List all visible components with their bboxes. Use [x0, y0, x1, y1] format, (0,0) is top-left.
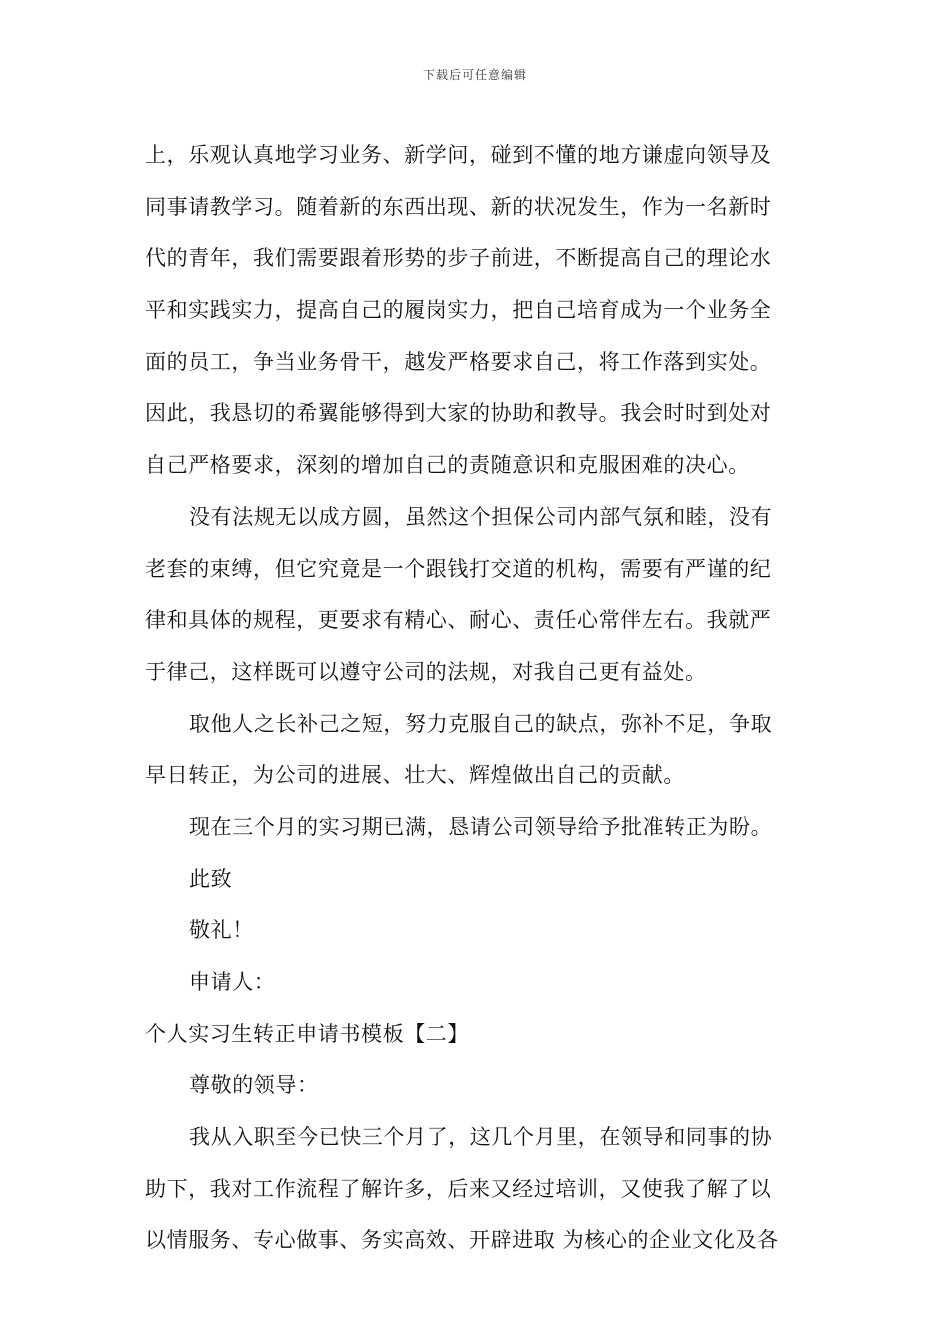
- text-line: 自己严格要求，深刻的增加自己的责随意识和克服困难的决心。: [145, 453, 750, 478]
- text-line: 因此，我恳切的希翼能够得到大家的协助和教导。我会时时到处对: [145, 401, 772, 426]
- section-title: 个人实习生转正申请书模板【二】: [145, 1021, 469, 1046]
- paragraph-start-line: 没有法规无以成方圆，虽然这个担保公司内部气氛和睦，没有: [189, 504, 773, 529]
- text-line: 同事请教学习。随着新的东西出现、新的状况发生，作为一名新时: [145, 194, 772, 219]
- text-line: 助下，我对工作流程了解许多，后来又经过培训，又使我了解了以: [145, 1176, 772, 1201]
- letter-greeting: 尊敬的领导：: [189, 1073, 319, 1098]
- closing-salutation: 此致: [189, 866, 233, 891]
- text-line: 以情服务、专心做事、务实高效、开辟进取 为核心的企业文化及各: [145, 1228, 779, 1253]
- closing-regards: 敬礼！: [189, 918, 254, 943]
- text-line: 律和具体的规程，更要求有精心、耐心、责任心常伴左右。我就严: [145, 608, 772, 633]
- paragraph-start-line: 取他人之长补己之短，努力克服自己的缺点，弥补不足，争取: [189, 711, 773, 736]
- page-header-note: 下载后可任意编辑: [422, 68, 527, 82]
- text-line: 面的员工，争当业务骨干，越发严格要求自己，将工作落到实处。: [145, 349, 772, 374]
- paragraph-start-line: 现在三个月的实习期已满，恳请公司领导给予批准转正为盼。: [189, 814, 773, 839]
- applicant-label: 申请人：: [189, 970, 276, 994]
- text-line: 于律己，这样既可以遵守公司的法规，对我自己更有益处。: [145, 659, 707, 684]
- text-line: 早日转正，为公司的进展、壮大、辉煌做出自己的贡献。: [145, 763, 685, 788]
- text-line: 上，乐观认真地学习业务、新学问，碰到不懂的地方谦虚向领导及: [145, 143, 772, 167]
- text-line: 代的青年，我们需要跟着形势的步子前进，不断提高自己的理论水: [145, 246, 772, 271]
- text-line: 平和实践实力，提高自己的履岗实力，把自己培育成为一个业务全: [145, 298, 772, 323]
- document-body: [145, 130, 810, 1267]
- paragraph-start-line: 我从入职至今已快三个月了，这几个月里，在领导和同事的协: [189, 1125, 773, 1150]
- text-line: 老套的束缚，但它究竟是一个跟钱打交道的机构，需要有严谨的纪: [145, 556, 772, 581]
